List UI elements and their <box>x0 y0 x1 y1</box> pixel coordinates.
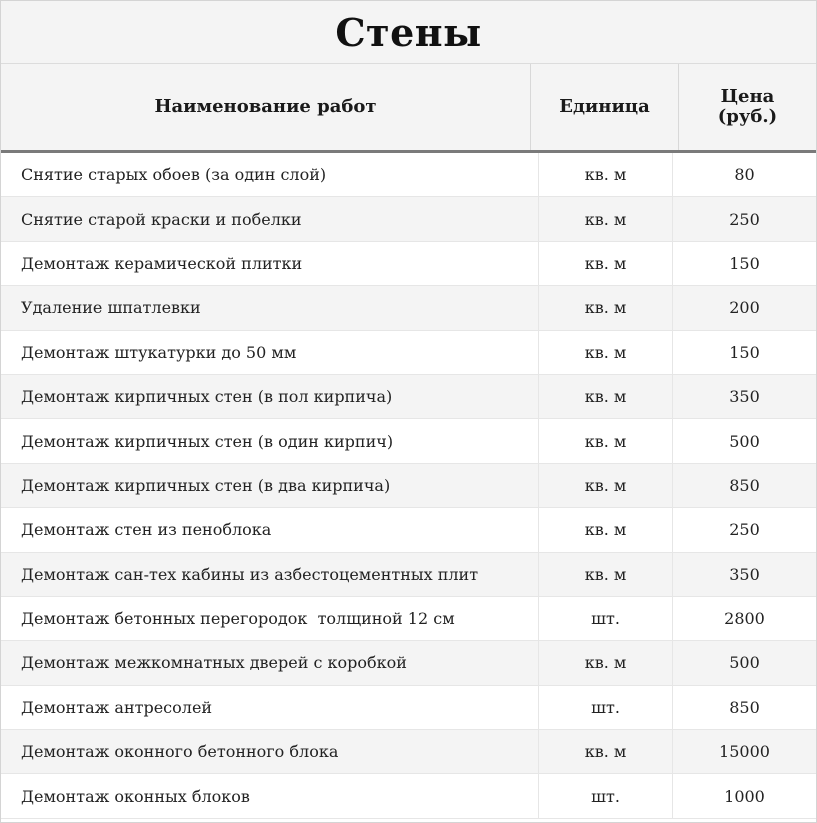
row-price: 500 <box>729 431 760 451</box>
row-price: 850 <box>729 475 760 495</box>
row-price: 350 <box>729 564 760 584</box>
table-header-row <box>1 64 816 153</box>
table-row <box>1 286 816 330</box>
row-price: 150 <box>729 342 760 362</box>
table-row <box>1 597 816 641</box>
table-row <box>1 730 816 774</box>
row-work-name: Демонтаж антресолей <box>1 686 539 729</box>
row-price: 250 <box>729 520 760 540</box>
row-work-name: Удаление шпатлевки <box>1 286 539 329</box>
row-price: 200 <box>729 298 760 318</box>
row-unit: кв. м <box>539 242 673 285</box>
row-unit: шт. <box>539 597 673 640</box>
row-unit: кв. м <box>539 553 673 596</box>
table-row <box>1 553 816 597</box>
row-work-name: Демонтаж кирпичных стен (в пол кирпича) <box>1 375 539 418</box>
row-unit: шт. <box>539 686 673 729</box>
table-row <box>1 686 816 730</box>
row-work-name: Демонтаж стен из пеноблока <box>1 508 539 551</box>
row-work-name: Демонтаж кирпичных стен (в один кирпич) <box>1 419 539 462</box>
row-unit: кв. м <box>539 153 673 196</box>
row-work-name: Демонтаж сан-тех кабины из азбестоцементных плит <box>1 553 539 596</box>
row-unit: кв. м <box>539 331 673 374</box>
row-price: 850 <box>729 697 760 717</box>
table-row <box>1 242 816 286</box>
table-row <box>1 508 816 552</box>
row-price: 500 <box>729 653 760 673</box>
row-price: 15000 <box>719 742 770 762</box>
table-row <box>1 331 816 375</box>
row-price: 350 <box>729 387 760 407</box>
row-unit: кв. м <box>539 286 673 329</box>
header-price-label: Цена (руб.) <box>717 86 778 127</box>
row-price: 80 <box>734 165 755 185</box>
row-price: 250 <box>729 209 760 229</box>
row-work-name: Демонтаж бетонных перегородок толщиной 12 см <box>1 597 539 640</box>
table-row <box>1 197 816 241</box>
header-work-name: Наименование работ <box>1 64 531 150</box>
row-work-name: Демонтаж керамической плитки <box>1 242 539 285</box>
table-row <box>1 464 816 508</box>
row-unit: кв. м <box>539 197 673 240</box>
table-row <box>1 774 816 818</box>
row-unit: кв. м <box>539 375 673 418</box>
row-work-name: Демонтаж кирпичных стен (в два кирпича) <box>1 464 539 507</box>
row-work-name: Снятие старой краски и побелки <box>1 197 539 240</box>
row-unit: кв. м <box>539 730 673 773</box>
table-row <box>1 419 816 463</box>
row-unit: шт. <box>539 774 673 817</box>
table-row <box>1 153 816 197</box>
row-price: 1000 <box>724 786 765 806</box>
row-work-name: Демонтаж штукатурки до 50 мм <box>1 331 539 374</box>
row-work-name: Демонтаж оконных блоков <box>1 774 539 817</box>
table-row <box>1 375 816 419</box>
row-unit: кв. м <box>539 464 673 507</box>
table-body <box>1 153 816 819</box>
row-price: 2800 <box>724 609 765 629</box>
table-row <box>1 641 816 685</box>
row-unit: кв. м <box>539 508 673 551</box>
table-title: Стены <box>335 9 482 55</box>
header-unit: Единица <box>531 64 679 150</box>
row-work-name: Демонтаж межкомнатных дверей с коробкой <box>1 641 539 684</box>
row-work-name: Демонтаж оконного бетонного блока <box>1 730 539 773</box>
row-unit: кв. м <box>539 419 673 462</box>
row-work-name: Снятие старых обоев (за один слой) <box>1 153 539 196</box>
header-price <box>679 64 816 150</box>
table-title-bar <box>1 1 816 64</box>
row-price: 150 <box>729 253 760 273</box>
row-unit: кв. м <box>539 641 673 684</box>
